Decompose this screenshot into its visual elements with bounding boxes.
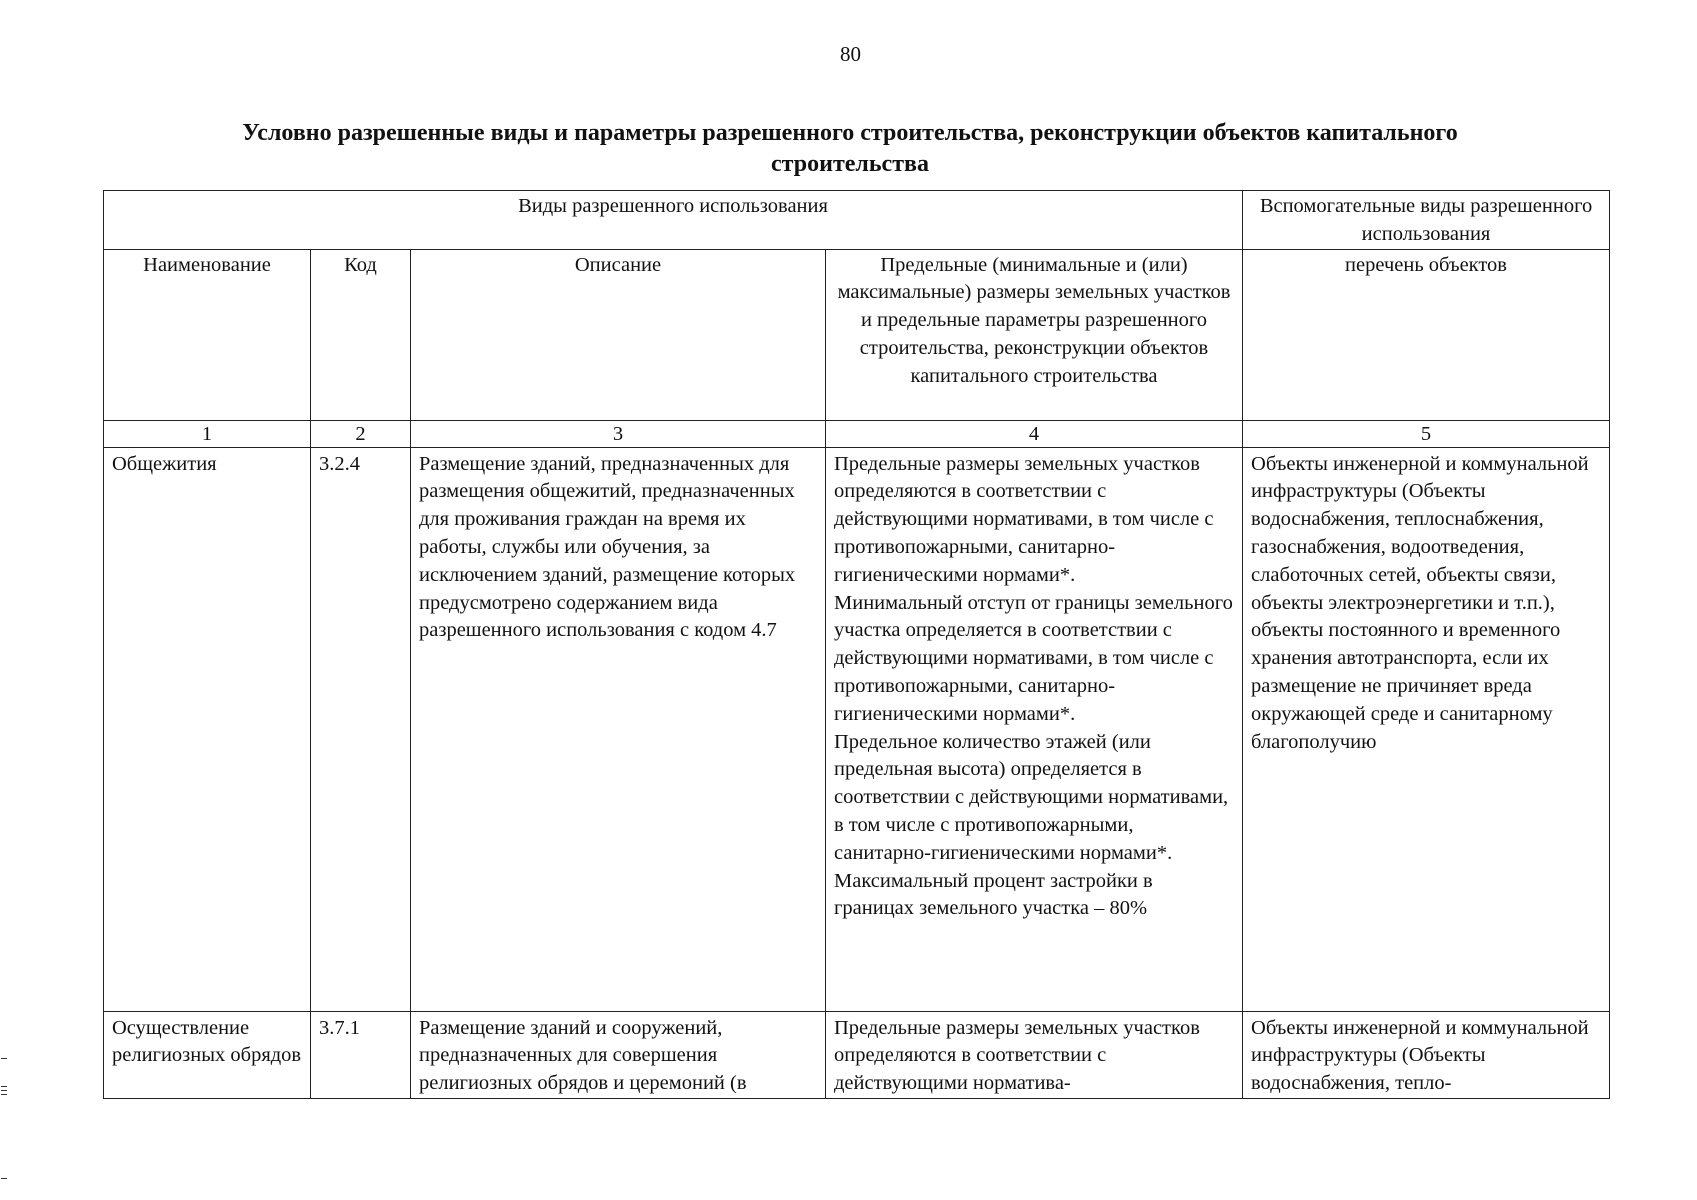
- table-row: [104, 447, 1610, 1011]
- cell-code: 3.7.1: [311, 1011, 411, 1098]
- cell-name: Осуществление религиозных обрядов: [104, 1011, 311, 1098]
- permitted-use-table: [103, 190, 1610, 1099]
- limits-paragraph: Предельное количество этажей (или предельная высота) определяется в соответствии с действующими нормативами, в том числе с противопожарными, санитарно-гигиеническими нормами*.: [834, 730, 1229, 864]
- column-header-description: Описание: [411, 249, 826, 420]
- page-number: 80: [840, 42, 861, 66]
- table-column-number-row: [104, 420, 1610, 447]
- table-column-header-row: [104, 249, 1610, 420]
- scan-artifact-mark: [1, 1090, 7, 1091]
- scan-artifact-mark: [1, 1094, 7, 1095]
- limits-paragraph: Максимальный процент застройки в границах земельного участка – 80%: [834, 869, 1153, 920]
- scan-artifact-mark: [1, 1178, 7, 1179]
- table-group-header-row: [104, 191, 1610, 250]
- limits-paragraph: Предельные размеры земельных участков определяются в соответствии с действующими норматива-: [834, 1016, 1200, 1095]
- column-number: 3: [411, 420, 826, 447]
- column-header-code: Код: [311, 249, 411, 420]
- column-header-limits: Предельные (минимальные и (или) максимальные) размеры земельных участков и предельные параметры разрешенного строительства, реконструкции объектов капитального строительства: [826, 249, 1243, 420]
- cell-limits: [826, 447, 1243, 1011]
- cell-description: Размещение зданий и сооружений, предназначенных для совершения религиозных обрядов и церемоний (в: [411, 1011, 826, 1098]
- cell-limits: [826, 1011, 1243, 1098]
- column-header-name: Наименование: [104, 249, 311, 420]
- cell-description: Размещение зданий, предназначенных для размещения общежитий, предназначенных для проживания граждан на время их работы, службы или обучения, за исключением зданий, размещение которых предусмотрено содержанием вида разрешенного использования с кодом 4.7: [411, 447, 826, 1011]
- page-title: Условно разрешенные виды и параметры разрешенного строительства, реконструкции объектов капитального строительства: [242, 120, 1458, 177]
- column-number: 4: [826, 420, 1243, 447]
- limits-paragraph: Предельные размеры земельных участков определяются в соответствии с действующими нормативами, в том числе с противопожарными, санитарно-гигиеническими нормами*.: [834, 452, 1214, 586]
- column-number: 5: [1243, 420, 1610, 447]
- limits-paragraph: Минимальный отступ от границы земельного участка определяется в соответствии с действующими нормативами, в том числе с противопожарными, санитарно-гигиеническими нормами*.: [834, 591, 1233, 725]
- table-row: [104, 1011, 1610, 1098]
- column-number: 1: [104, 420, 311, 447]
- cell-name: Общежития: [104, 447, 311, 1011]
- group-header-main: Виды разрешенного использования: [104, 191, 1243, 250]
- group-header-auxiliary: Вспомогательные виды разрешенного использования: [1243, 191, 1610, 250]
- scan-artifact-mark: [1, 1086, 7, 1087]
- cell-objects: Объекты инженерной и коммунальной инфраструктуры (Объекты водоснабжения, тепло-: [1243, 1011, 1610, 1098]
- scan-artifact-mark: [1, 1058, 7, 1059]
- cell-code: 3.2.4: [311, 447, 411, 1011]
- column-header-objects: перечень объектов: [1243, 249, 1610, 420]
- column-number: 2: [311, 420, 411, 447]
- cell-objects: Объекты инженерной и коммунальной инфраструктуры (Объекты водоснабжения, теплоснабжения, газоснабжения, водоотведения, слаботочных сетей, объекты связи, объекты электроэнергетики и т.п.), объекты постоянного и временного хранения автотранспорта, если их размещение не причиняет вреда окружающей среде и санитарному благополучию: [1243, 447, 1610, 1011]
